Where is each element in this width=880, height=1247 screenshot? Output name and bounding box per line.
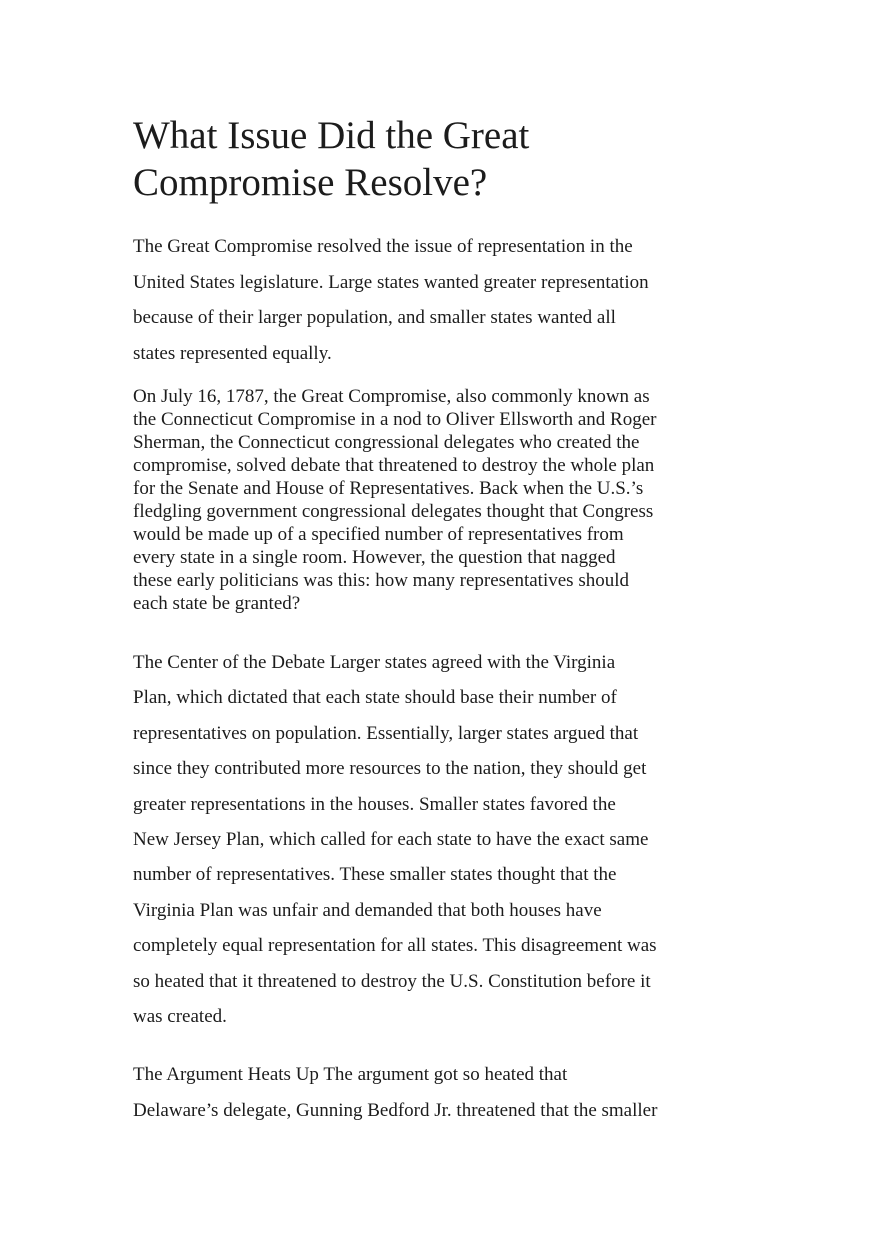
- text-line: Virginia Plan was unfair and demanded that both houses have: [133, 899, 602, 921]
- paragraph-argument-heats-up: [133, 1057, 693, 1128]
- text-line: because of their larger population, and smaller states wanted all: [133, 307, 616, 328]
- text-line: Sherman, the Connecticut congressional delegates who created the: [133, 432, 640, 453]
- text-line: so heated that it threatened to destroy the U.S. Constitution before it: [133, 970, 651, 992]
- text-line: every state in a single room. However, the question that nagged: [133, 547, 616, 568]
- page-title: [133, 112, 753, 206]
- text-line: was created.: [133, 1006, 227, 1028]
- title-line-2: Compromise Resolve?: [133, 161, 488, 204]
- text-line: greater representations in the houses. Smaller states favored the: [133, 793, 616, 815]
- text-line: Plan, which dictated that each state should base their number of: [133, 687, 617, 709]
- text-line: completely equal representation for all states. This disagreement was: [133, 935, 657, 957]
- text-line: United States legislature. Large states wanted greater representation: [133, 271, 649, 293]
- paragraph-intro: [133, 229, 693, 371]
- text-line: fledgling government congressional delegates thought that Congress: [133, 501, 654, 522]
- text-line: Delaware’s delegate, Gunning Bedford Jr. threatened that the smaller: [133, 1099, 658, 1121]
- text-line: the Connecticut Compromise in a nod to Oliver Ellsworth and Roger: [133, 409, 657, 430]
- text-line: would be made up of a specified number of representatives from: [133, 524, 624, 545]
- text-line: each state be granted?: [133, 593, 301, 614]
- text-line: The Argument Heats Up The argument got so heated that: [133, 1064, 568, 1085]
- text-line: representatives on population. Essentially, larger states argued that: [133, 722, 639, 744]
- paragraph-center-of-debate: [133, 645, 693, 1034]
- text-line: compromise, solved debate that threatened to destroy the whole plan: [133, 455, 655, 476]
- text-line: for the Senate and House of Representatives. Back when the U.S.’s: [133, 478, 644, 499]
- text-line: The Center of the Debate Larger states agreed with the Virginia: [133, 652, 616, 673]
- paragraph-history: [133, 385, 693, 615]
- text-line: The Great Compromise resolved the issue of representation in the: [133, 236, 633, 257]
- text-line: states represented equally.: [133, 342, 332, 364]
- text-line: New Jersey Plan, which called for each state to have the exact same: [133, 829, 649, 851]
- text-line: since they contributed more resources to the nation, they should get: [133, 758, 647, 780]
- text-line: these early politicians was this: how many representatives should: [133, 570, 629, 591]
- title-line-1: What Issue Did the Great: [133, 114, 530, 157]
- text-line: number of representatives. These smaller states thought that the: [133, 864, 617, 886]
- text-line: On July 16, 1787, the Great Compromise, also commonly known as: [133, 386, 650, 407]
